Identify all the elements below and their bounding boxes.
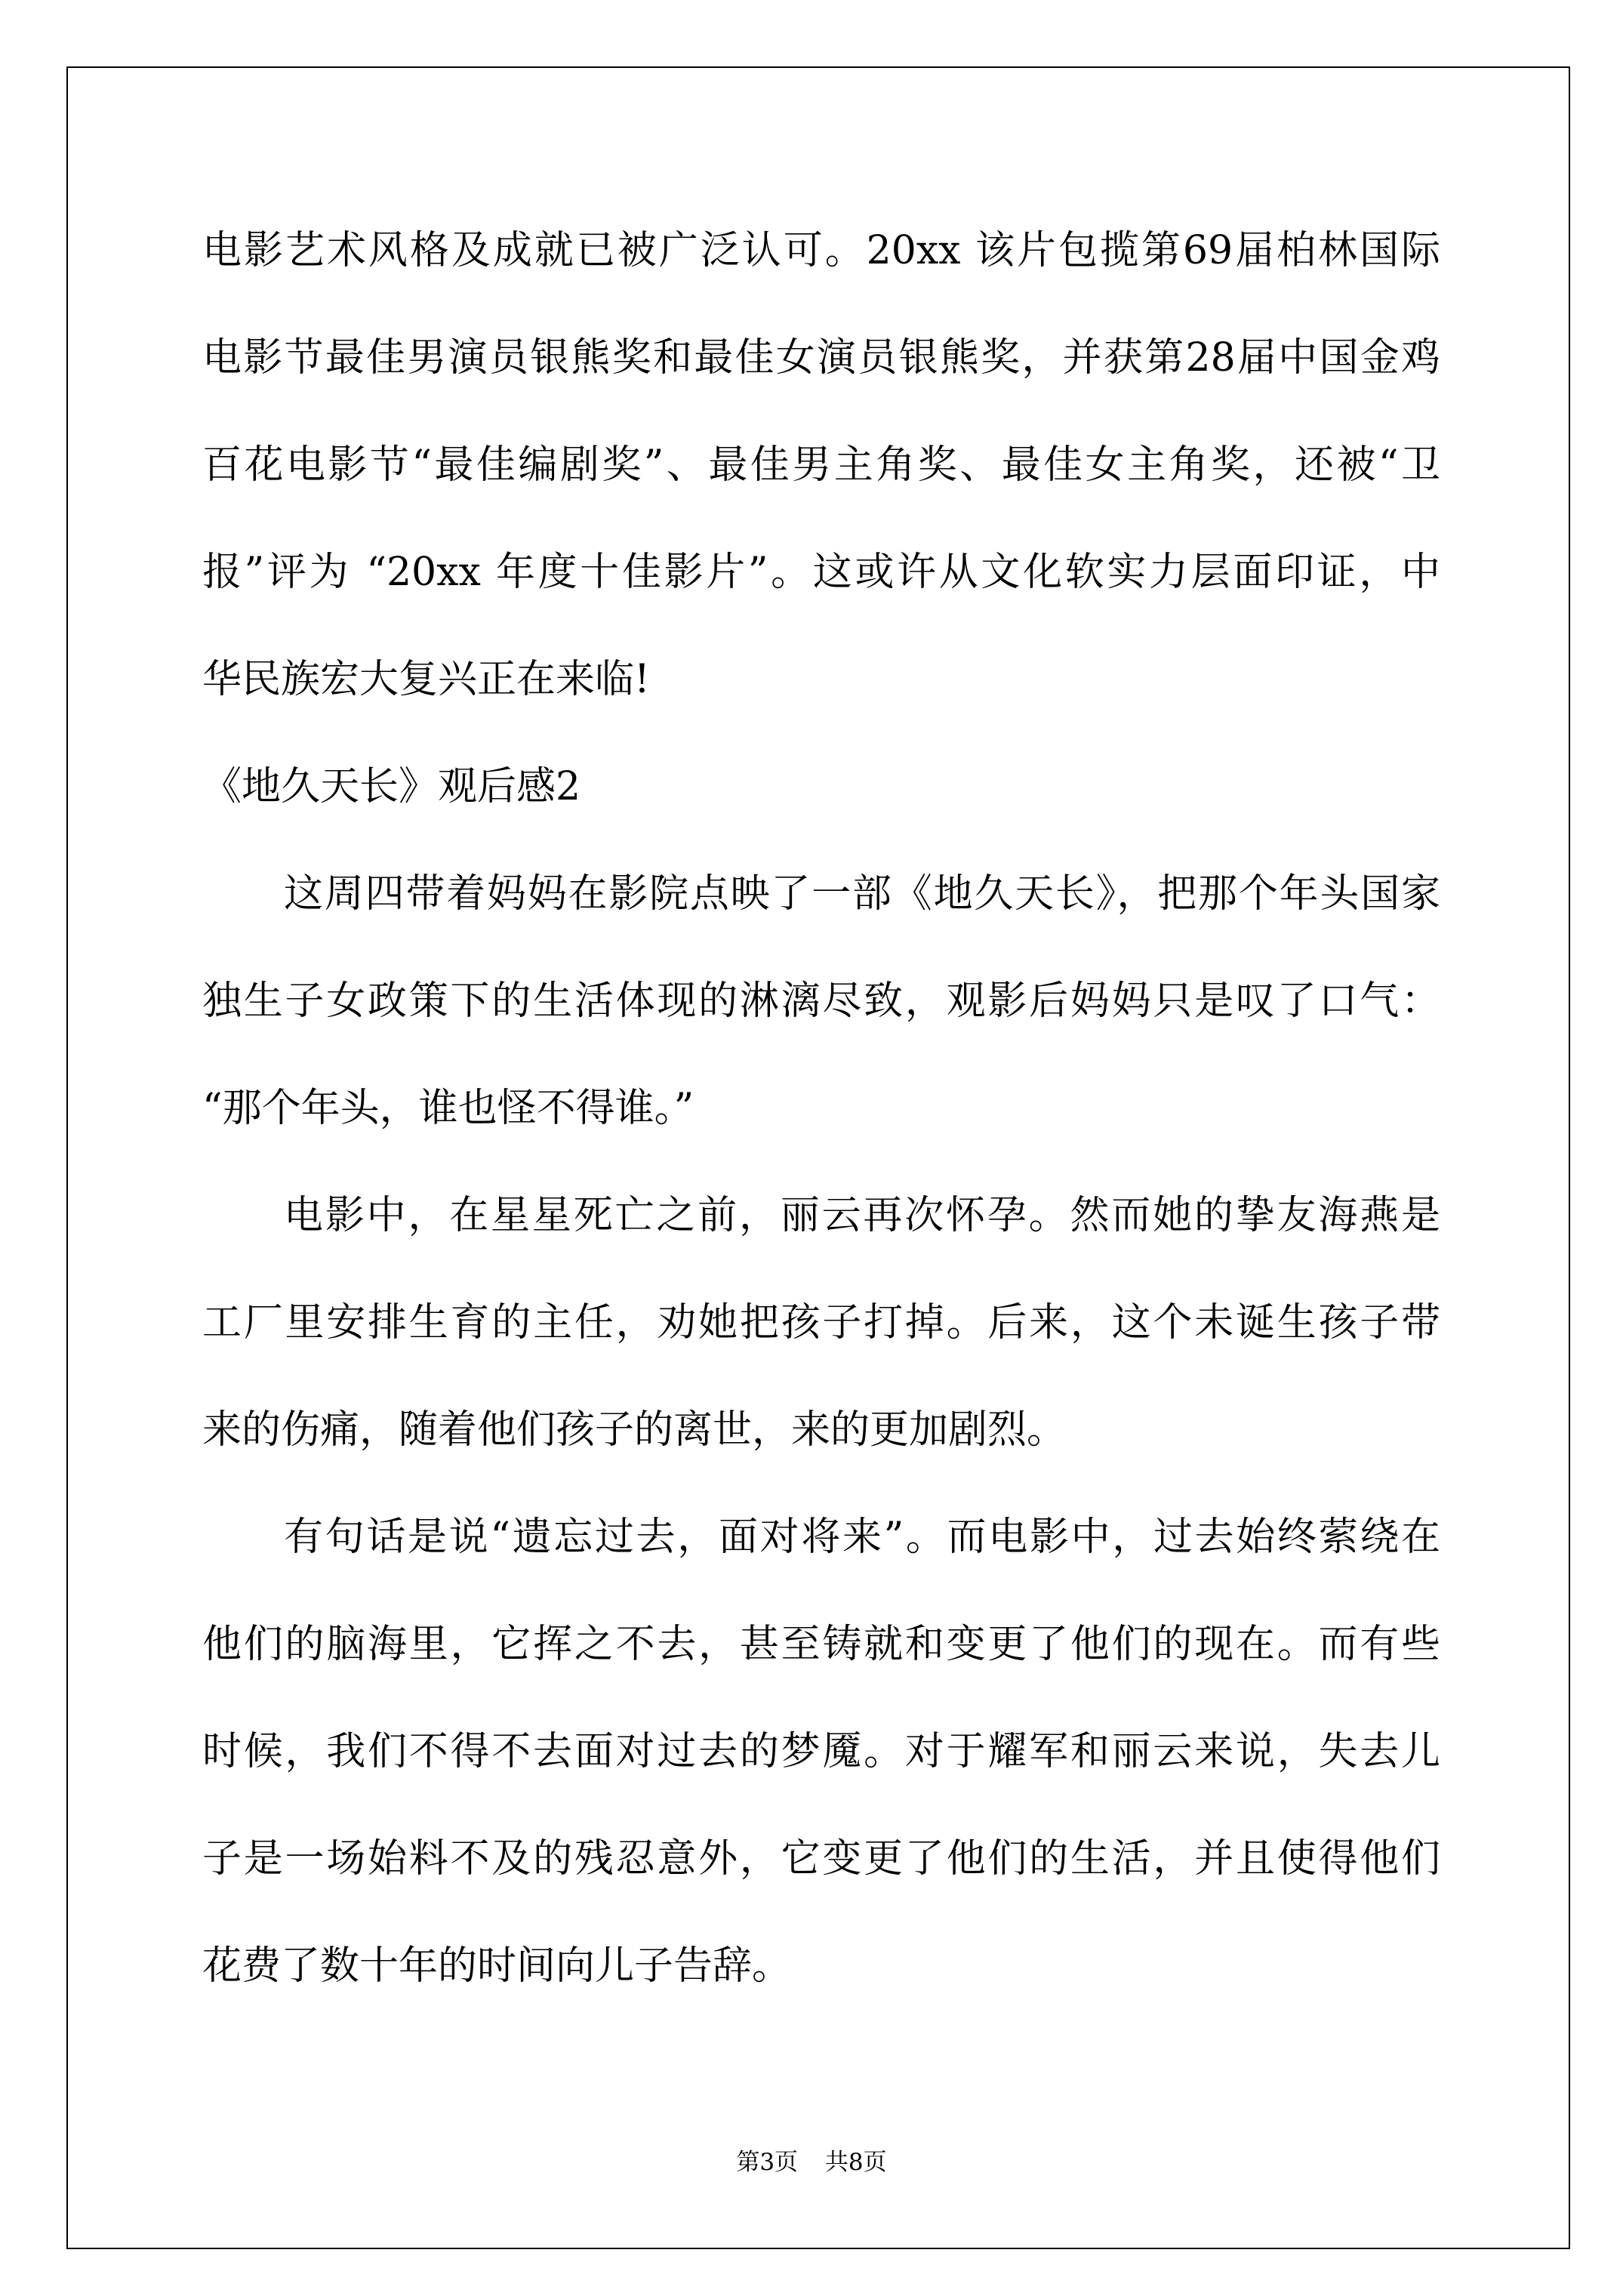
document-body <box>202 197 1440 2020</box>
text-line: 电影中，在星星死亡之前，丽云再次怀孕。然而她的挚友海燕是 <box>284 1193 1440 1238</box>
paragraph <box>202 840 1440 1162</box>
text-line: 他们的脑海里，它挥之不去，甚至铸就和变更了他们的现在。而有些 <box>202 1622 1440 1667</box>
paragraph <box>202 1162 1440 1484</box>
text-line: 来的伤痛，随着他们孩子的离世，来的更加剧烈。 <box>202 1407 1067 1453</box>
page-number <box>0 2144 1623 2180</box>
paragraph <box>202 1484 1440 2020</box>
text-line: 报”评为 “20xx 年度十佳影片”。这或许从文化软实力层面印证，中 <box>202 550 1440 595</box>
text-line: 时候，我们不得不去面对过去的梦魇。对于耀军和丽云来说，失去儿 <box>202 1729 1440 1774</box>
current-page-label: 第3页 <box>736 2149 799 2176</box>
text-line: 子是一场始料不及的残忍意外，它变更了他们的生活，并且使得他们 <box>202 1836 1440 1881</box>
text-line: 百花电影节“最佳编剧奖”、最佳男主角奖、最佳女主角奖，还被“卫 <box>202 442 1440 488</box>
text-line: 电影节最佳男演员银熊奖和最佳女演员银熊奖，并获第28届中国金鸡 <box>202 335 1440 381</box>
text-line: 这周四带着妈妈在影院点映了一部《地久天长》，把那个年头国家 <box>284 871 1440 917</box>
text-line: 工厂里安排生育的主任，劝她把孩子打掉。后来，这个未诞生孩子带 <box>202 1300 1440 1345</box>
text-line: 华民族宏大复兴正在来临! <box>202 657 650 702</box>
text-line: 独生子女政策下的生活体现的淋漓尽致，观影后妈妈只是叹了口气： <box>202 978 1440 1024</box>
section-title: 《地久天长》观后感2 <box>202 764 581 809</box>
total-pages-label: 共8页 <box>824 2149 887 2176</box>
text-line: “那个年头，谁也怪不得谁。” <box>202 1086 694 1131</box>
text-line: 电影艺术风格及成就已被广泛认可。20xx 该片包揽第69届柏林国际 <box>202 228 1440 273</box>
text-line: 花费了数十年的时间向儿子告辞。 <box>202 1943 792 1989</box>
text-line: 有句话是说“遗忘过去，面对将来”。而电影中，过去始终萦绕在 <box>284 1515 1440 1560</box>
